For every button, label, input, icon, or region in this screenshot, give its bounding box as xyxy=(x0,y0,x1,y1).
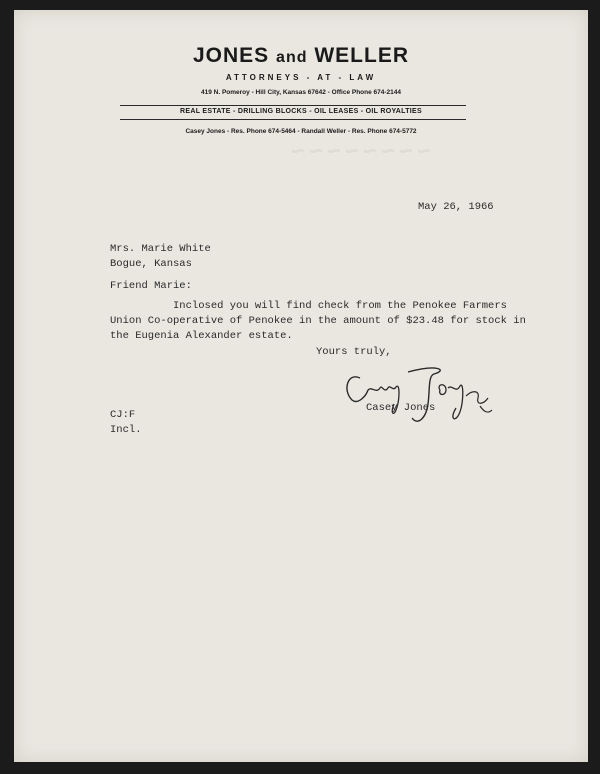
firm-services: REAL ESTATE - DRILLING BLOCKS - OIL LEASES - OIL ROYALTIES xyxy=(180,108,422,115)
letter-paper xyxy=(14,10,588,762)
firm-name-weller: WELLER xyxy=(314,44,409,67)
firm-name-jones: JONES xyxy=(193,44,270,67)
recipient-name: Mrs. Marie White xyxy=(110,243,211,255)
recipient-block xyxy=(110,242,211,272)
signer-name: Casey Jones xyxy=(366,402,436,414)
body-line-2: Union Co-operative of Penokee in the amount of $23.48 for stock in xyxy=(110,315,526,327)
letterhead-rule-bottom xyxy=(120,119,466,120)
body-line-1: Inclosed you will find check from the Penokee Farmers xyxy=(110,300,507,312)
firm-subtitle: ATTORNEYS - AT - LAW xyxy=(225,73,377,82)
reference-block xyxy=(110,408,142,438)
firm-name-and: and xyxy=(276,49,308,66)
handwritten-signature xyxy=(338,360,498,430)
show-through-bleed: ~~~~~~~~ xyxy=(286,138,432,165)
enclosure-note: Incl. xyxy=(110,424,142,436)
body-line-3: the Eugenia Alexander estate. xyxy=(110,330,293,342)
salutation: Friend Marie: xyxy=(110,280,192,292)
firm-phones: Casey Jones - Res. Phone 674-5464 - Randall Weller - Res. Phone 674-5772 xyxy=(185,128,417,135)
closing: Yours truly, xyxy=(316,346,392,358)
firm-address: 419 N. Pomeroy - Hill City, Kansas 67642 - Office Phone 674-2144 xyxy=(200,89,402,96)
reference-initials: CJ:F xyxy=(110,409,136,421)
letter-date: May 26, 1966 xyxy=(418,201,494,213)
letterhead-rule-top xyxy=(120,105,466,106)
letter-body xyxy=(110,299,526,344)
recipient-city: Bogue, Kansas xyxy=(110,258,192,270)
firm-name xyxy=(14,44,588,68)
